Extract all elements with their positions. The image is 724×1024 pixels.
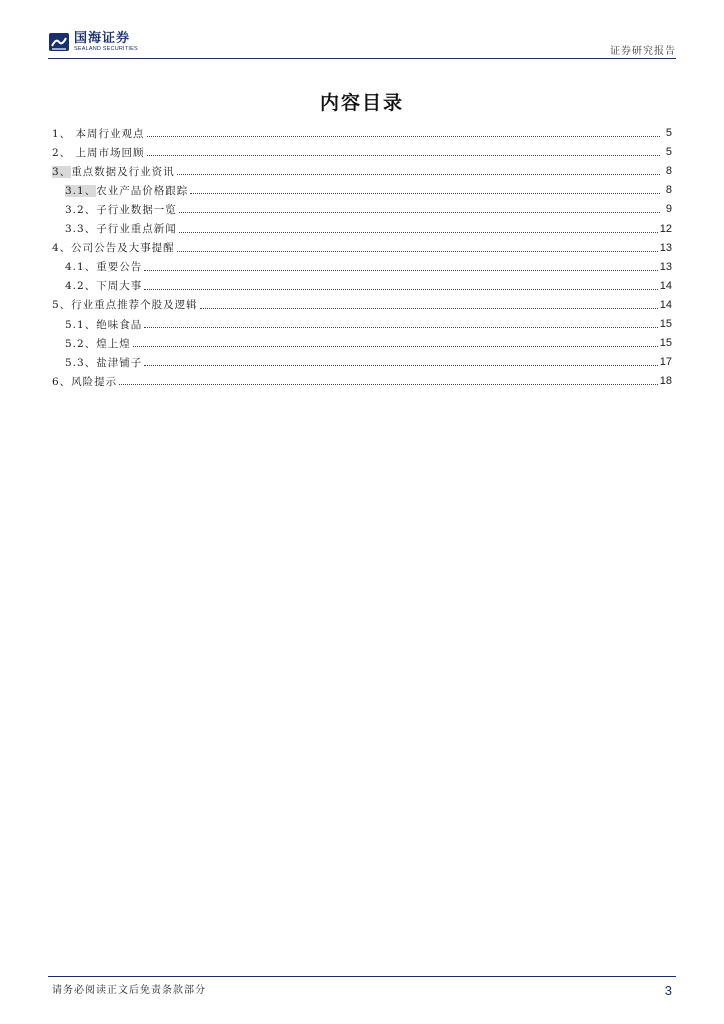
toc-entry-page: 5 [665,127,672,140]
toc-entry-label: 5.1、绝味食品 [65,318,143,331]
page-footer [48,976,676,1007]
toc-entry-page: 14 [659,279,672,292]
toc-entry[interactable] [52,139,672,158]
toc-entry[interactable] [52,292,672,311]
toc-entry-page: 13 [659,260,672,273]
toc-leader-dots [177,251,658,252]
toc-leader-dots [200,308,658,309]
toc-entry-label: 6、风险提示 [52,375,118,388]
toc-entry-label: 3.2、子行业数据一览 [65,203,177,216]
toc-leader-dots [179,212,660,213]
toc-entry-label: 3、重点数据及行业资讯 [52,165,175,178]
toc-entry-label: 4.1、重要公告 [65,261,143,274]
toc-leader-dots [147,155,660,156]
toc-entry-page: 14 [659,298,672,311]
toc-entry-page: 9 [665,203,672,216]
toc-entry-label: 4.2、下周大事 [65,280,143,293]
toc-entry[interactable] [52,330,672,349]
toc-entry[interactable] [52,196,672,215]
toc-leader-dots [177,174,660,175]
toc-entry[interactable] [52,368,672,387]
logo-en-text: SEALAND SECURITIES [74,46,138,52]
toc-entry[interactable] [52,120,672,139]
toc-entry-label: 3.1、农业产品价格跟踪 [65,184,189,197]
toc-entry-page: 13 [659,241,672,254]
logo-cn-text: 国海证券 [74,31,131,46]
toc-entry-page: 17 [659,356,672,369]
toc-leader-dots [179,232,658,233]
toc-entry-page: 18 [659,375,672,388]
toc-leader-dots [144,270,658,271]
page-number: 3 [664,983,672,998]
toc-entry-label: 5.2、煌上煌 [65,337,131,350]
toc-entry-page: 12 [659,222,672,235]
toc-leader-dots [147,136,660,137]
toc-entry[interactable] [52,158,672,177]
toc-entry-label: 4、公司公告及大事提醒 [52,242,175,255]
toc-entry-page: 15 [659,318,672,331]
toc-leader-dots [144,289,658,290]
toc-entry-page: 5 [665,146,672,159]
toc-leader-dots [144,365,658,366]
toc-entry-page: 8 [665,184,672,197]
company-logo [48,32,138,53]
toc-entry-label: 5、行业重点推荐个股及逻辑 [52,299,198,312]
toc-leader-dots [133,346,658,347]
toc-entry[interactable] [52,235,672,254]
table-of-contents [52,120,672,387]
toc-entry[interactable] [52,254,672,273]
disclaimer-note: 请务必阅读正文后免责条款部分 [52,985,206,996]
sealand-logo-icon [48,32,70,52]
toc-entry-page: 8 [665,165,672,178]
toc-entry[interactable] [52,273,672,292]
report-type-label: 证券研究报告 [610,46,676,57]
toc-leader-dots [190,193,660,194]
toc-entry[interactable] [52,311,672,330]
toc-entry-label: 3.3、子行业重点新闻 [65,223,177,236]
toc-leader-dots [144,327,658,328]
toc-entry[interactable] [52,177,672,196]
toc-entry[interactable] [52,349,672,368]
page-header [48,30,676,59]
toc-entry-label: 1、 本周行业观点 [52,127,145,140]
toc-leader-dots [119,384,658,385]
toc-entry[interactable] [52,215,672,234]
toc-title: 内容目录 [319,92,404,114]
toc-entry-label: 2、 上周市场回顾 [52,146,145,159]
toc-entry-label: 5.3、盐津铺子 [65,356,143,369]
toc-entry-page: 15 [659,337,672,350]
